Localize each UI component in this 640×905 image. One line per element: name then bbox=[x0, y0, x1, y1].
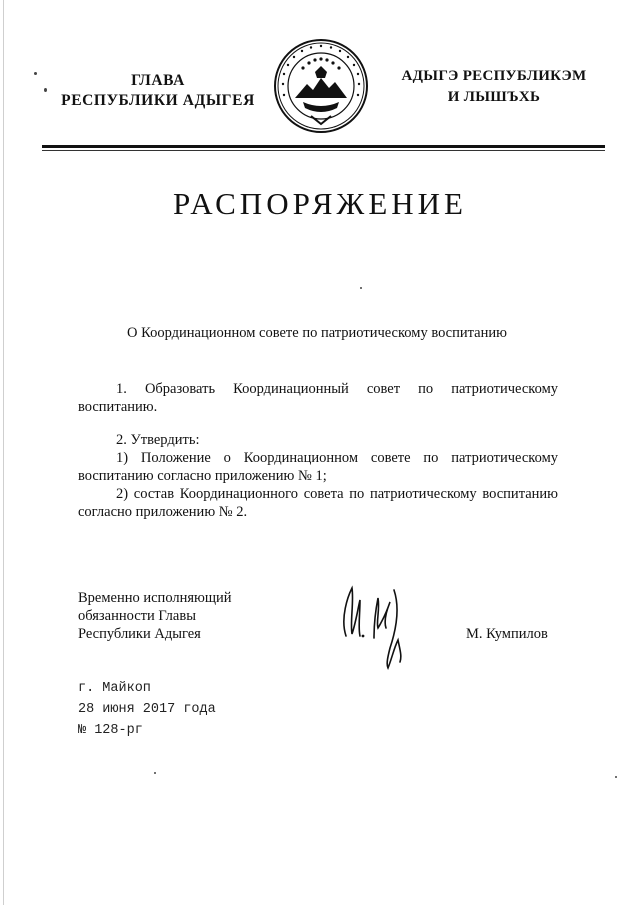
document-subject: О Координационном совете по патриотическому воспитанию bbox=[127, 325, 507, 341]
paragraph-2: 2. Утвердить: bbox=[116, 432, 200, 448]
paragraph-4: 2) состав Координационного совета по патриотическому воспитанию согласно приложению № 2. bbox=[78, 486, 558, 520]
footer-date: 28 июня 2017 года bbox=[78, 702, 216, 717]
scan-speck bbox=[154, 772, 156, 774]
header-right-title bbox=[388, 66, 600, 108]
scan-edge-line bbox=[3, 0, 4, 905]
signatory-position-line3: Республики Адыгея bbox=[78, 626, 201, 642]
scan-speck bbox=[44, 88, 47, 92]
scan-speck bbox=[34, 72, 37, 75]
footer-city: г. Майкоп bbox=[78, 681, 151, 696]
scan-speck bbox=[360, 287, 362, 289]
header-left-line1: ГЛАВА bbox=[131, 72, 185, 89]
header-divider-thin bbox=[42, 150, 605, 151]
header-divider-thick bbox=[42, 145, 605, 148]
header-left-line2: РЕСПУБЛИКИ АДЫГЕЯ bbox=[61, 92, 255, 109]
signatory-name: М. Кумпилов bbox=[466, 626, 548, 642]
paragraph-1: 1. Образовать Координационный совет по патриотическому воспитанию. bbox=[78, 381, 558, 415]
footer-number: № 128-рг bbox=[78, 723, 143, 738]
paragraph-3: 1) Положение о Координационном совете по патриотическому воспитанию согласно приложению № 1; bbox=[78, 450, 558, 484]
header-right-line2: И ЛЫШЪХЬ bbox=[447, 89, 541, 105]
scan-speck bbox=[615, 776, 617, 778]
signatory-position bbox=[78, 589, 278, 643]
header-left-title bbox=[44, 71, 272, 111]
republic-of-adygea-coat-of-arms-icon bbox=[273, 38, 369, 134]
document-title: РАСПОРЯЖЕНИЕ bbox=[173, 186, 467, 221]
header-right-line1: АДЫГЭ РЕСПУБЛИКЭМ bbox=[401, 68, 587, 84]
handwritten-signature-icon bbox=[330, 578, 420, 670]
signatory-position-line2: обязанности Главы bbox=[78, 608, 196, 624]
signatory-position-line1: Временно исполняющий bbox=[78, 590, 232, 606]
document-footer bbox=[78, 678, 216, 741]
